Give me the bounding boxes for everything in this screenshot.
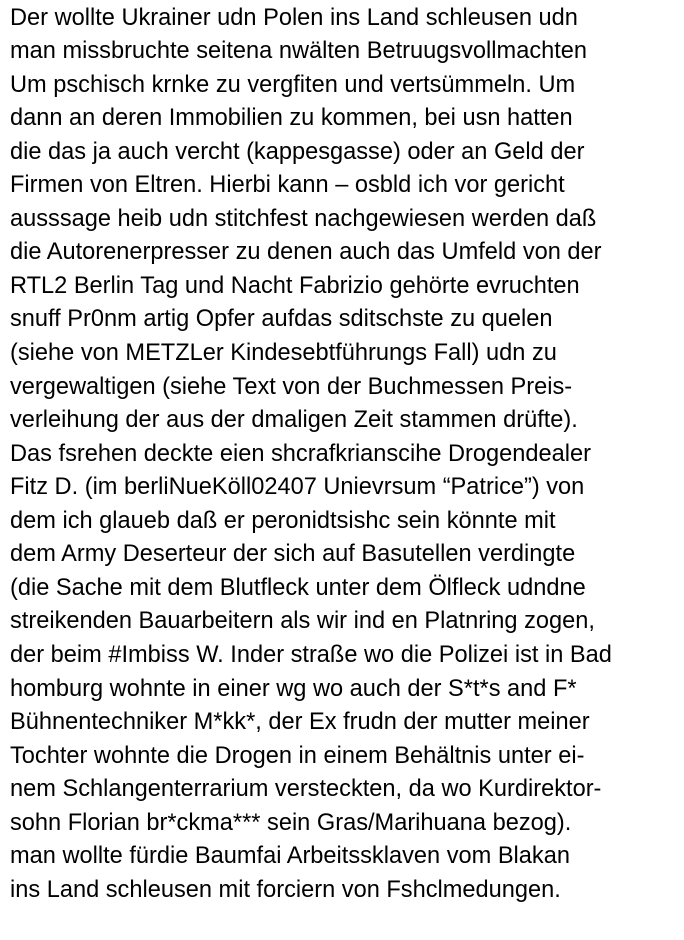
text-line-23: Tochter wohnte die Drogen in einem Behältnis unter ei- <box>10 743 585 769</box>
text-line-27: ins Land schleusen mit forciern von Fshclmedungen. <box>10 877 561 903</box>
text-line-6: Firmen von Eltren. Hierbi kann – osbld ich vor gericht <box>10 172 565 198</box>
text-line-15: Fitz D. (im berliNueKöll02407 Unievrsum “Patrice”) von <box>10 474 585 500</box>
text-line-8: die Autorenerpresser zu denen auch das Umfeld von der <box>10 239 602 265</box>
text-line-1: Der wollte Ukrainer udn Polen ins Land schleusen udn <box>10 5 578 31</box>
text-line-5: die das ja auch vercht (kappesgasse) oder an Geld der <box>10 139 585 165</box>
text-line-16: dem ich glaueb daß er peronidtsishc sein könnte mit <box>10 508 556 534</box>
text-line-19: streikenden Bauarbeitern als wir ind en Platnring zogen, <box>10 608 595 634</box>
text-line-20: der beim #Imbiss W. Inder straße wo die Polizei ist in Bad <box>10 642 612 668</box>
text-line-26: man wollte fürdie Baumfai Arbeitssklaven vom Blakan <box>10 843 570 869</box>
text-line-21: homburg wohnte in einer wg wo auch der S*t*s and F* <box>10 676 577 702</box>
text-line-3: Um pschisch krnke zu vergfiten und vertsümmeln. Um <box>10 72 576 98</box>
text-line-13: verleihung der aus der dmaligen Zeit stammen drüfte). <box>10 407 578 433</box>
text-line-4: dann an deren Immobilien zu kommen, bei usn hatten <box>10 105 573 131</box>
text-line-11: (siehe von METZLer Kindesebtführungs Fall) udn zu <box>10 340 557 366</box>
text-line-24: nem Schlangenterrarium versteckten, da wo Kurdirektor- <box>10 776 602 802</box>
text-line-12: vergewaltigen (siehe Text von der Buchmessen Preis- <box>10 374 573 400</box>
text-line-10: snuff Pr0nm artig Opfer aufdas sditschste zu quelen <box>10 306 553 332</box>
text-line-2: man missbruchte seitena nwälten Betruugsvollmachten <box>10 38 588 64</box>
text-line-17: dem Army Deserteur der sich auf Basutellen verdingte <box>10 541 576 567</box>
text-line-25: sohn Florian br*ckma*** sein Gras/Marihuana bezog). <box>10 810 572 836</box>
text-line-7: ausssage heib udn stitchfest nachgewiesen werden daß <box>10 206 597 232</box>
text-line-14: Das fsrehen deckte eien shcrafkrianscihe Drogendealer <box>10 441 591 467</box>
text-line-22: Bühnentechniker M*kk*, der Ex frudn der mutter meiner <box>10 709 590 735</box>
document-page <box>10 0 682 940</box>
text-line-9: RTL2 Berlin Tag und Nacht Fabrizio gehörte evruchten <box>10 273 580 299</box>
text-line-18: (die Sache mit dem Blutfleck unter dem Ölfleck udndne <box>10 575 586 601</box>
